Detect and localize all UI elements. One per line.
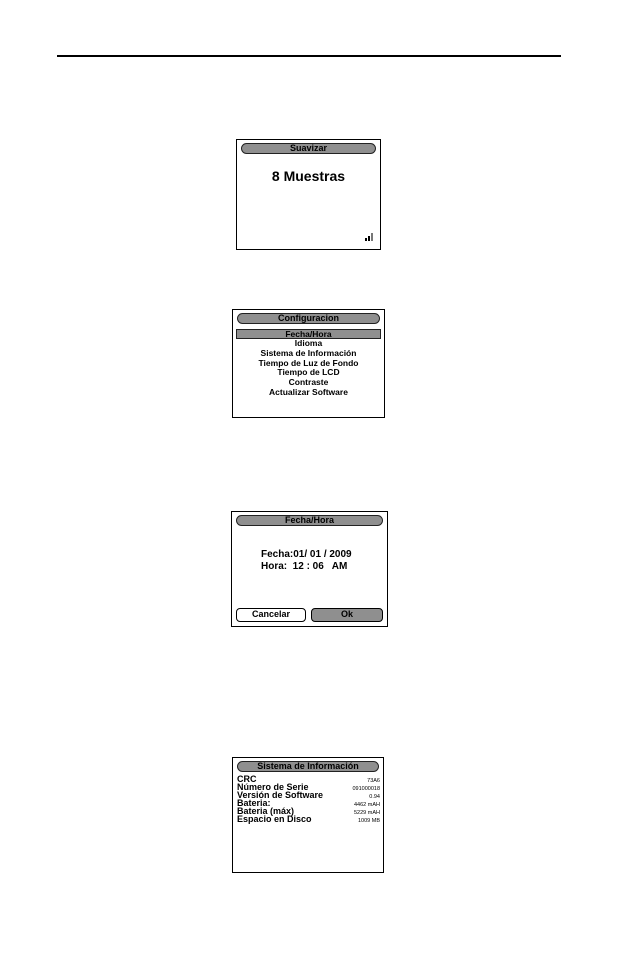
date-line[interactable]: Fecha:01/ 01 / 2009 (261, 549, 352, 560)
settings-screen (232, 309, 385, 418)
info-label: Versión de Software (237, 790, 324, 800)
settings-menu (236, 329, 381, 398)
info-value: 4462 mAH (354, 802, 380, 808)
menu-item-date-time[interactable]: Fecha/Hora (236, 329, 381, 339)
cancel-button[interactable]: Cancelar (236, 608, 306, 622)
info-table (237, 775, 380, 823)
info-label: CRC (237, 774, 257, 784)
menu-item-update-software[interactable]: Actualizar Software (269, 386, 348, 397)
header-rule (57, 55, 561, 57)
screen-title: Sistema de Información (237, 761, 379, 772)
screen-title: Fecha/Hora (236, 515, 383, 526)
smoothing-value: 8 Muestras (271, 168, 346, 184)
info-value: 1009 MB (357, 818, 380, 824)
screen-title: Suavizar (241, 143, 376, 154)
menu-item-contrast[interactable]: Contraste (288, 377, 329, 388)
system-info-screen (232, 757, 384, 873)
time-line[interactable]: Hora: 12 : 06 AM (261, 561, 348, 572)
menu-item-backlight-time[interactable]: Tiempo de Luz de Fondo (258, 357, 359, 368)
info-value: 091000018 (352, 786, 380, 792)
info-value: 73A6 (367, 778, 380, 784)
info-label: Espacio en Disco (237, 814, 312, 824)
info-label: Número de Serie (237, 782, 309, 792)
ok-button[interactable]: Ok (311, 608, 383, 622)
datetime-values (261, 549, 352, 573)
menu-item-system-info[interactable]: Sistema de Información (260, 347, 357, 358)
screen-title: Configuracion (237, 313, 380, 324)
info-label: Bateria: (237, 798, 271, 808)
datetime-screen (231, 511, 388, 627)
info-value: 5229 mAH (354, 810, 380, 816)
smoothing-screen (236, 139, 381, 250)
info-label: Bateria (máx) (237, 806, 295, 816)
signal-strength-icon (365, 231, 375, 241)
info-value: 0.94 (369, 794, 380, 800)
menu-item-lcd-time[interactable]: Tiempo de LCD (277, 367, 340, 378)
menu-item-language[interactable]: Idioma (294, 338, 323, 348)
info-row-disk-space (237, 815, 380, 823)
